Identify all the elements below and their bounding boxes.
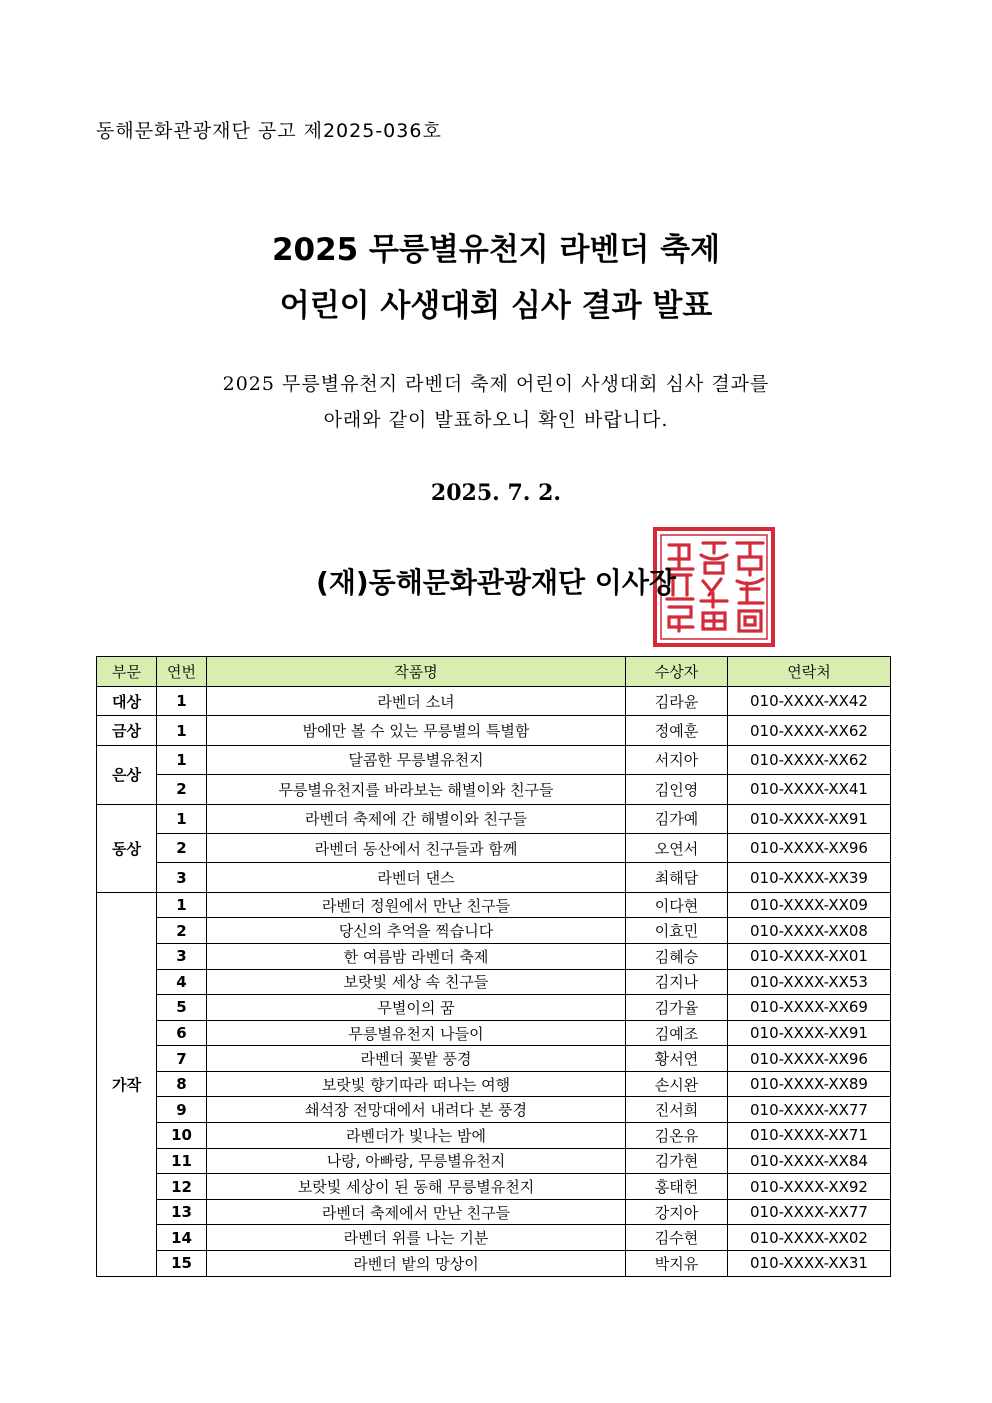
division-cell: 가작 (97, 892, 157, 1276)
contact-number: 010-XXXX-XX39 (728, 863, 891, 892)
work-title: 나랑, 아빠랑, 무릉별유천지 (207, 1148, 626, 1174)
contact-number: 010-XXXX-XX62 (728, 745, 891, 774)
entry-number: 1 (157, 687, 207, 716)
winner-name: 서지아 (626, 745, 728, 774)
winner-name: 김가율 (626, 995, 728, 1021)
winner-name: 강지아 (626, 1199, 728, 1225)
table-row (97, 995, 891, 1021)
table-row (97, 943, 891, 969)
winner-name: 김혜승 (626, 943, 728, 969)
work-title: 보랏빛 세상 속 친구들 (207, 969, 626, 995)
work-title: 무릉별유천지 나들이 (207, 1020, 626, 1046)
contact-number: 010-XXXX-XX89 (728, 1071, 891, 1097)
contact-number: 010-XXXX-XX01 (728, 943, 891, 969)
winner-name: 박지유 (626, 1251, 728, 1277)
entry-number: 1 (157, 892, 207, 918)
entry-number: 5 (157, 995, 207, 1021)
table-row (97, 745, 891, 774)
entry-number: 1 (157, 804, 207, 833)
work-title: 한 여름밤 라벤더 축제 (207, 943, 626, 969)
contact-number: 010-XXXX-XX91 (728, 1020, 891, 1046)
table-row (97, 804, 891, 833)
work-title: 밤에만 볼 수 있는 무릉별의 특별함 (207, 716, 626, 745)
table-row (97, 716, 891, 745)
contact-number: 010-XXXX-XX09 (728, 892, 891, 918)
table-row (97, 1020, 891, 1046)
entry-number: 3 (157, 943, 207, 969)
document-title-line2: 어린이 사생대회 심사 결과 발표 (279, 288, 713, 324)
work-title: 라벤더 소녀 (207, 687, 626, 716)
work-title: 라벤더 축제에서 만난 친구들 (207, 1199, 626, 1225)
winner-name: 최해담 (626, 863, 728, 892)
issuer-signature: (재)동해문화관광재단 이사장 (316, 566, 676, 599)
entry-number: 2 (157, 918, 207, 944)
winner-name: 진서희 (626, 1097, 728, 1123)
contact-number: 010-XXXX-XX77 (728, 1199, 891, 1225)
announcement-date: 2025. 7. 2. (430, 480, 562, 506)
winner-name: 이효민 (626, 918, 728, 944)
work-title: 라벤더 밭의 망상이 (207, 1251, 626, 1277)
winner-name: 정예훈 (626, 716, 728, 745)
header-contact: 연락처 (728, 657, 891, 687)
table-row (97, 1123, 891, 1149)
table-row (97, 687, 891, 716)
work-title: 라벤더가 빛나는 밤에 (207, 1123, 626, 1149)
entry-number: 10 (157, 1123, 207, 1149)
table-row (97, 1251, 891, 1277)
contact-number: 010-XXXX-XX96 (728, 1046, 891, 1072)
winner-name: 김가현 (626, 1148, 728, 1174)
table-row (97, 1174, 891, 1200)
division-cell: 동상 (97, 804, 157, 892)
work-title: 라벤더 꽃밭 풍경 (207, 1046, 626, 1072)
entry-number: 11 (157, 1148, 207, 1174)
work-title: 라벤더 축제에 간 해별이와 친구들 (207, 804, 626, 833)
contact-number: 010-XXXX-XX62 (728, 716, 891, 745)
table-row (97, 863, 891, 892)
contact-number: 010-XXXX-XX77 (728, 1097, 891, 1123)
work-title: 보랏빛 향기따라 떠나는 여행 (207, 1071, 626, 1097)
winner-name: 손시완 (626, 1071, 728, 1097)
table-row (97, 1046, 891, 1072)
table-row (97, 833, 891, 862)
winner-name: 김인영 (626, 775, 728, 804)
entry-number: 2 (157, 833, 207, 862)
announcement-text-line2: 아래와 같이 발표하오니 확인 바랍니다. (323, 409, 669, 431)
winner-name: 김가예 (626, 804, 728, 833)
table-row (97, 775, 891, 804)
entry-number: 7 (157, 1046, 207, 1072)
contact-number: 010-XXXX-XX31 (728, 1251, 891, 1277)
document-title-line1: 2025 무릉별유천지 라벤더 축제 (271, 232, 721, 268)
winner-name: 황서연 (626, 1046, 728, 1072)
work-title: 라벤더 위를 나는 기분 (207, 1225, 626, 1251)
entry-number: 14 (157, 1225, 207, 1251)
entry-number: 1 (157, 716, 207, 745)
work-title: 보랏빛 세상이 된 동해 무릉별유천지 (207, 1174, 626, 1200)
winner-name: 김지나 (626, 969, 728, 995)
contact-number: 010-XXXX-XX69 (728, 995, 891, 1021)
work-title: 쇄석장 전망대에서 내려다 본 풍경 (207, 1097, 626, 1123)
winner-name: 오연서 (626, 833, 728, 862)
contact-number: 010-XXXX-XX08 (728, 918, 891, 944)
contact-number: 010-XXXX-XX53 (728, 969, 891, 995)
table-row (97, 892, 891, 918)
table-row (97, 1148, 891, 1174)
table-row (97, 969, 891, 995)
work-title: 달콤한 무릉별유천지 (207, 745, 626, 774)
entry-number: 1 (157, 745, 207, 774)
work-title: 무릉별유천지를 바라보는 해별이와 친구들 (207, 775, 626, 804)
contact-number: 010-XXXX-XX92 (728, 1174, 891, 1200)
contact-number: 010-XXXX-XX02 (728, 1225, 891, 1251)
work-title: 무별이의 꿈 (207, 995, 626, 1021)
table-row (97, 918, 891, 944)
entry-number: 12 (157, 1174, 207, 1200)
contact-number: 010-XXXX-XX41 (728, 775, 891, 804)
table-row (97, 1225, 891, 1251)
winner-name: 김온유 (626, 1123, 728, 1149)
table-row (97, 1071, 891, 1097)
contact-number: 010-XXXX-XX84 (728, 1148, 891, 1174)
contact-number: 010-XXXX-XX42 (728, 687, 891, 716)
entry-number: 15 (157, 1251, 207, 1277)
division-cell: 은상 (97, 745, 157, 804)
winner-name: 홍태헌 (626, 1174, 728, 1200)
contact-number: 010-XXXX-XX91 (728, 804, 891, 833)
winner-name: 김수현 (626, 1225, 728, 1251)
entry-number: 2 (157, 775, 207, 804)
work-title: 라벤더 동산에서 친구들과 함께 (207, 833, 626, 862)
entry-number: 3 (157, 863, 207, 892)
table-row (97, 1097, 891, 1123)
header-number: 연번 (157, 657, 207, 687)
contact-number: 010-XXXX-XX71 (728, 1123, 891, 1149)
winner-name: 김예조 (626, 1020, 728, 1046)
announcement-text-line1: 2025 무릉별유천지 라벤더 축제 어린이 사생대회 심사 결과를 (222, 373, 770, 395)
table-row (97, 1199, 891, 1225)
results-table (96, 656, 891, 1277)
work-title: 라벤더 댄스 (207, 863, 626, 892)
work-title: 당신의 추억을 찍습니다 (207, 918, 626, 944)
division-cell: 금상 (97, 716, 157, 745)
header-work-title: 작품명 (207, 657, 626, 687)
contact-number: 010-XXXX-XX96 (728, 833, 891, 862)
entry-number: 8 (157, 1071, 207, 1097)
table-header-row (97, 657, 891, 687)
work-title: 라벤더 정원에서 만난 친구들 (207, 892, 626, 918)
entry-number: 9 (157, 1097, 207, 1123)
entry-number: 6 (157, 1020, 207, 1046)
entry-number: 4 (157, 969, 207, 995)
entry-number: 13 (157, 1199, 207, 1225)
winner-name: 이다현 (626, 892, 728, 918)
notice-number: 동해문화관광재단 공고 제2025-036호 (96, 120, 442, 142)
header-division: 부문 (97, 657, 157, 687)
header-winner: 수상자 (626, 657, 728, 687)
division-cell: 대상 (97, 687, 157, 716)
winner-name: 김라윤 (626, 687, 728, 716)
